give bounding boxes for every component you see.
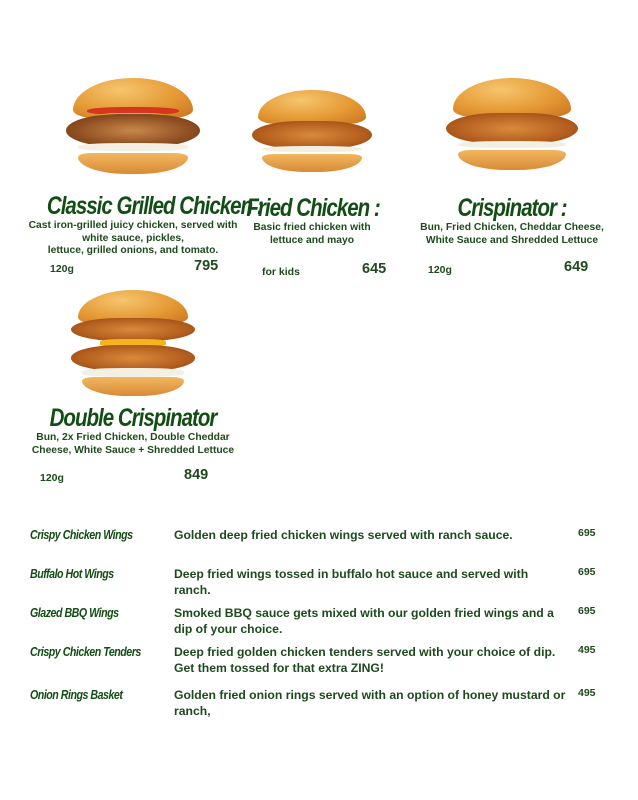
item-weight: for kids bbox=[262, 266, 300, 278]
row-price: 495 bbox=[578, 687, 596, 699]
item-description: Cast iron-grilled juicy chicken, served with white sauce, pickles, lettuce, grilled onions, and tomato. bbox=[28, 220, 238, 256]
item-description: Basic fried chicken with lettuce and mayo bbox=[253, 222, 371, 246]
row-name: Buffalo Hot Wings bbox=[30, 566, 114, 581]
menu-card-double-crispinator bbox=[28, 290, 238, 489]
crispinator-burger-image bbox=[453, 78, 571, 170]
menu-card-fried-chicken bbox=[232, 90, 392, 283]
item-price: 849 bbox=[184, 467, 209, 483]
item-title: Classic Grilled Chicken : bbox=[46, 192, 263, 220]
double-crispinator-burger-image bbox=[78, 290, 188, 396]
item-weight: 120g bbox=[50, 262, 74, 275]
row-description: Deep fried golden chicken tenders served with your choice of dip. Get them tossed for that extra ZING! bbox=[174, 645, 556, 675]
fried-chicken-burger-image bbox=[258, 90, 366, 172]
item-description: Bun, Fried Chicken, Cheddar Cheese, White Sauce and Shredded Lettuce bbox=[420, 222, 604, 246]
item-price: 649 bbox=[564, 259, 589, 275]
item-weight: 120g bbox=[428, 264, 452, 276]
row-price: 495 bbox=[578, 644, 596, 656]
item-weight: 120g bbox=[40, 472, 64, 484]
row-description: Deep fried wings tossed in buffalo hot sauce and served with ranch. bbox=[174, 567, 529, 597]
row-name: Glazed BBQ Wings bbox=[30, 605, 119, 620]
item-description: Bun, 2x Fried Chicken, Double Cheddar Cheese, White Sauce + Shredded Lettuce bbox=[31, 432, 235, 456]
item-price: 795 bbox=[194, 257, 219, 274]
row-name: Onion Rings Basket bbox=[30, 687, 123, 702]
row-price: 695 bbox=[578, 566, 596, 578]
row-name: Crispy Chicken Tenders bbox=[30, 644, 141, 659]
menu-card-classic-grilled-chicken bbox=[28, 78, 263, 280]
menu-card-crispinator bbox=[412, 78, 612, 281]
grilled-chicken-burger-image bbox=[73, 78, 193, 174]
row-price: 695 bbox=[578, 605, 596, 617]
row-price: 695 bbox=[578, 527, 596, 539]
row-description: Smoked BBQ sauce gets mixed with our golden fried wings and a dip of your choice. bbox=[174, 606, 554, 636]
row-name: Crispy Chicken Wings bbox=[30, 527, 133, 542]
row-description: Golden deep fried chicken wings served with ranch sauce. bbox=[174, 528, 513, 542]
item-title: Double Crispinator bbox=[49, 404, 217, 432]
item-title: Fried Chicken : bbox=[246, 194, 380, 222]
item-price: 645 bbox=[362, 261, 387, 277]
row-description: Golden fried onion rings served with an option of honey mustard or ranch, bbox=[174, 688, 566, 718]
item-title: Crispinator : bbox=[457, 194, 567, 222]
